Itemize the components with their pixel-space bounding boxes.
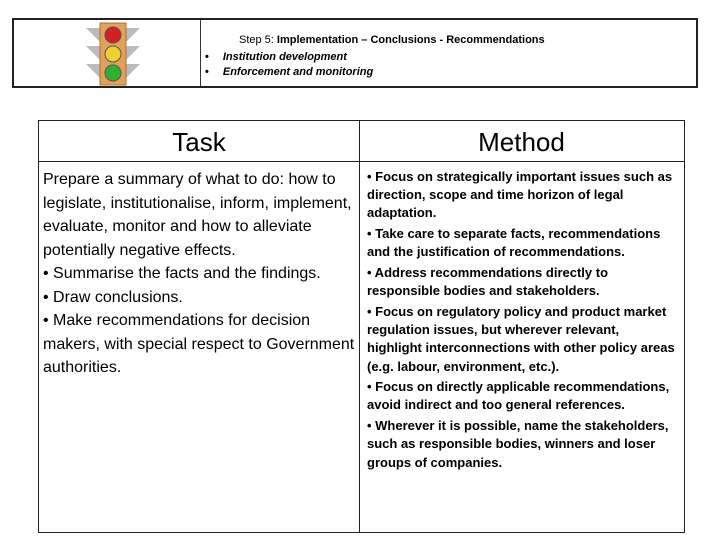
method-item: • Focus on strategically important issues such as direction, scope and time horizon of legal adaptation.: [367, 169, 673, 221]
step-label: Step 5:: [239, 34, 274, 46]
task-method-table: [38, 120, 685, 533]
step-title: [239, 34, 545, 46]
method-item: • Address recommendations directly to responsible bodies and stakeholders.: [367, 265, 609, 299]
task-header: Task: [39, 121, 359, 162]
header-icon-cell: [14, 20, 201, 86]
method-item: • Take care to separate facts, recommendations and the justification of recommendations.: [367, 226, 661, 260]
task-column: [39, 121, 360, 532]
step-title-text: Implementation – Conclusions - Recommendations: [276, 34, 545, 46]
traffic-light-icon: [78, 20, 148, 86]
task-item: • Summarise the facts and the findings.: [43, 265, 321, 282]
task-item: • Make recommendations for decision makers, with special respect to Government authorities.: [43, 312, 355, 376]
method-item: • Wherever it is possible, name the stakeholders, such as responsible bodies, winners and loser groups of companies.: [367, 418, 669, 470]
method-column: [359, 121, 684, 532]
method-content: [359, 162, 684, 480]
task-item: Prepare a summary of what to do: how to legislate, institutionalise, inform, implement, evaluate, monitor and how to alleviate potentially negative effects.: [43, 171, 352, 259]
header-bullet: • Enforcement and monitoring: [205, 66, 373, 78]
header-text-cell: [201, 20, 696, 86]
step-header: [12, 18, 698, 88]
task-item: • Draw conclusions.: [43, 288, 183, 306]
task-content: [39, 162, 359, 386]
method-header: Method: [359, 121, 684, 162]
header-bullet: • Institution development: [205, 51, 347, 63]
method-item: • Focus on directly applicable recommendations, avoid indirect and too general references.: [367, 379, 670, 413]
method-item: • Focus on regulatory policy and product market regulation issues, but wherever relevant, highlight interconnections with other policy areas (e.g. labour, environment, etc.).: [367, 303, 675, 374]
